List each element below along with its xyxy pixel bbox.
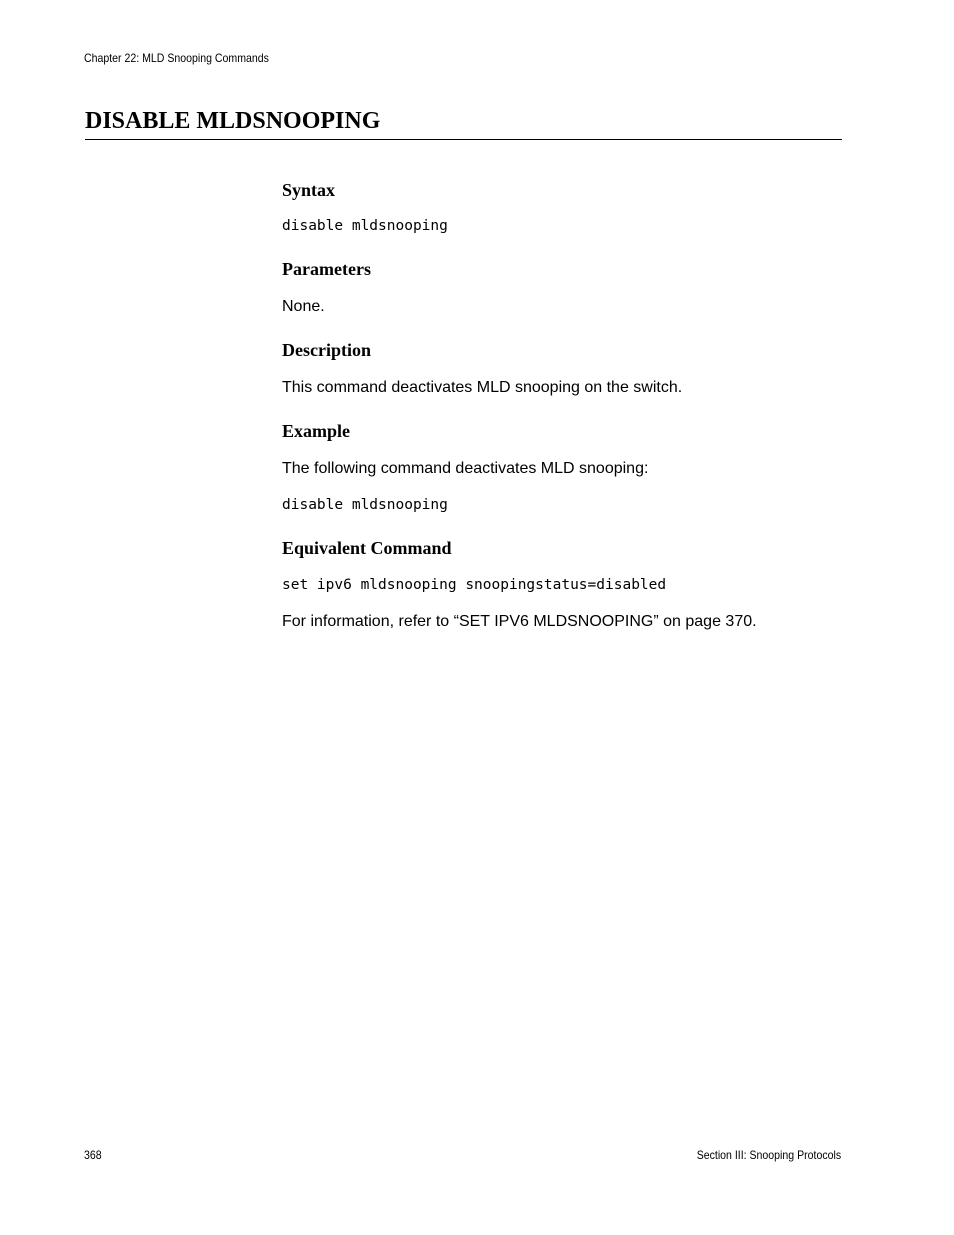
cross-reference-text: For information, refer to “SET IPV6 MLDSNOOPING” on page 370. — [282, 613, 757, 630]
syntax-code: disable mldsnooping — [282, 218, 448, 234]
equivalent-command-heading: Equivalent Command — [282, 538, 452, 558]
example-heading: Example — [282, 421, 351, 441]
parameters-text: None. — [282, 298, 325, 315]
parameters-heading: Parameters — [282, 259, 371, 279]
description-text: This command deactivates MLD snooping on the switch. — [282, 379, 683, 396]
section-footer: Section III: Snooping Protocols — [696, 1148, 841, 1162]
equivalent-command-code: set ipv6 mldsnooping snoopingstatus=disabled — [282, 577, 667, 593]
example-code: disable mldsnooping — [282, 497, 448, 513]
running-header: Chapter 22: MLD Snooping Commands — [84, 51, 269, 65]
description-heading: Description — [282, 340, 371, 360]
example-text: The following command deactivates MLD snooping: — [282, 460, 649, 477]
page-number: 368 — [84, 1148, 102, 1162]
syntax-heading: Syntax — [282, 180, 336, 200]
page-title: DISABLE MLDSNOOPING — [85, 107, 842, 140]
